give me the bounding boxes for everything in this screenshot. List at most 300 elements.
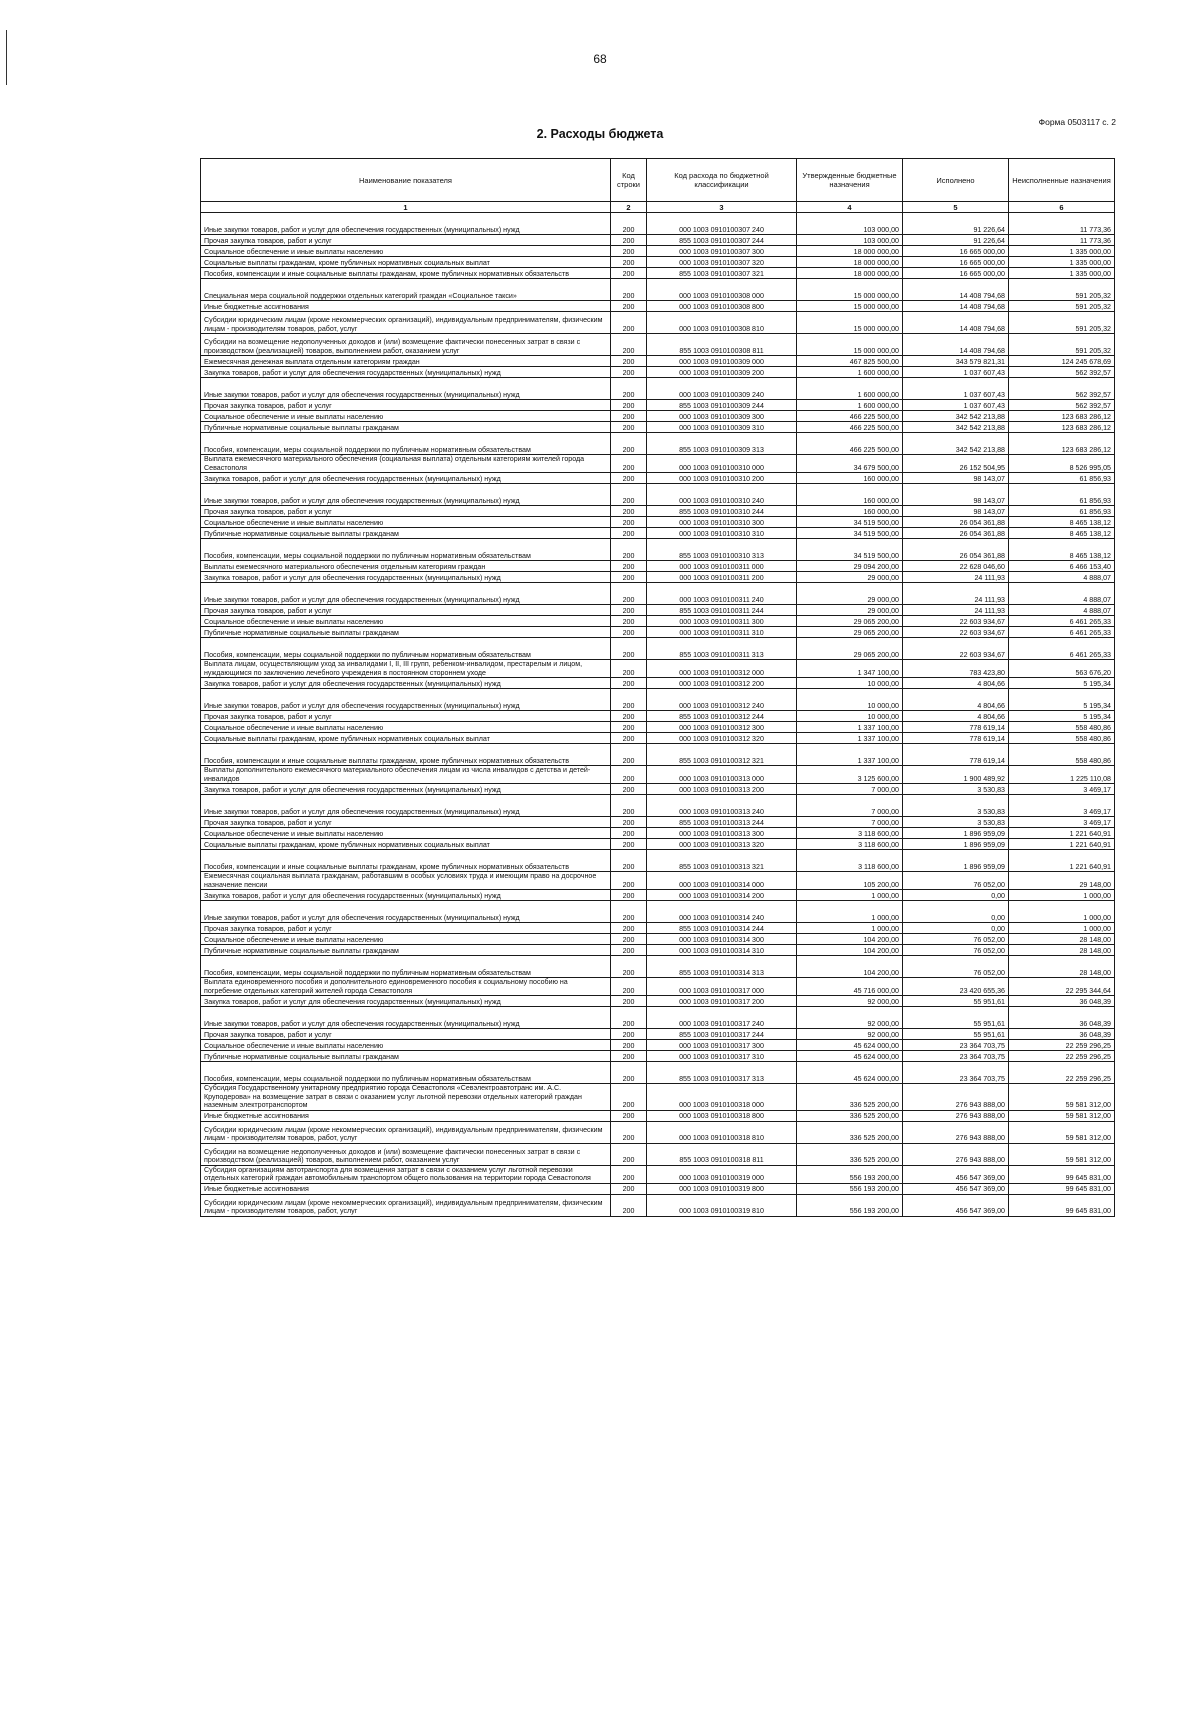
row-approved: 18 000 000,00 (797, 257, 903, 268)
row-line-code: 200 (611, 539, 647, 561)
row-line-code: 200 (611, 744, 647, 766)
row-line-code: 200 (611, 257, 647, 268)
table-row (201, 901, 1115, 923)
row-approved: 105 200,00 (797, 872, 903, 890)
row-executed: 456 547 369,00 (903, 1183, 1009, 1194)
table-row (201, 890, 1115, 901)
row-classification-code: 000 1003 0910100312 200 (647, 678, 797, 689)
row-classification-code: 000 1003 0910100312 300 (647, 722, 797, 733)
row-approved: 104 200,00 (797, 956, 903, 978)
row-name: Пособия, компенсации и иные социальные выплаты гражданам, кроме публичных нормативных обязательств (201, 850, 611, 872)
row-name: Прочая закупка товаров, работ и услуг (201, 817, 611, 828)
table-row (201, 257, 1115, 268)
row-remaining: 61 856,93 (1009, 473, 1115, 484)
row-classification-code: 000 1003 0910100313 240 (647, 795, 797, 817)
row-remaining: 4 888,07 (1009, 605, 1115, 616)
row-approved: 10 000,00 (797, 711, 903, 722)
row-classification-code: 000 1003 0910100314 000 (647, 872, 797, 890)
row-line-code: 200 (611, 433, 647, 455)
row-remaining: 6 461 265,33 (1009, 638, 1115, 660)
row-remaining: 28 148,00 (1009, 956, 1115, 978)
table-row (201, 744, 1115, 766)
row-remaining: 5 195,34 (1009, 711, 1115, 722)
table-row (201, 660, 1115, 678)
row-name: Иные закупки товаров, работ и услуг для обеспечения государственных (муниципальных) нужд (201, 1007, 611, 1029)
row-executed: 22 603 934,67 (903, 616, 1009, 627)
row-executed: 23 364 703,75 (903, 1062, 1009, 1084)
row-remaining: 558 480,86 (1009, 744, 1115, 766)
row-approved: 160 000,00 (797, 506, 903, 517)
row-executed: 778 619,14 (903, 733, 1009, 744)
row-approved: 18 000 000,00 (797, 268, 903, 279)
row-approved: 556 193 200,00 (797, 1194, 903, 1216)
row-remaining: 99 645 831,00 (1009, 1165, 1115, 1183)
row-line-code: 200 (611, 711, 647, 722)
header-remaining: Неисполненные назначения (1009, 159, 1115, 202)
table-row (201, 978, 1115, 996)
row-executed: 76 052,00 (903, 945, 1009, 956)
row-approved: 7 000,00 (797, 817, 903, 828)
row-approved: 29 065 200,00 (797, 638, 903, 660)
table-row (201, 934, 1115, 945)
row-name: Иные закупки товаров, работ и услуг для обеспечения государственных (муниципальных) нужд (201, 583, 611, 605)
row-executed: 14 408 794,68 (903, 334, 1009, 356)
row-name: Выплата единовременного пособия и дополнительного единовременного пособия к социальному пособию на погребение отдельных категорий жителей города Севастополя (201, 978, 611, 996)
row-approved: 15 000 000,00 (797, 312, 903, 334)
row-name: Субсидии юридическим лицам (кроме некоммерческих организаций), индивидуальным предпринимателям, физическим лицам - производителям товаров, работ, услуг (201, 312, 611, 334)
row-classification-code: 000 1003 0910100318 800 (647, 1110, 797, 1121)
row-classification-code: 855 1003 0910100309 244 (647, 400, 797, 411)
row-classification-code: 855 1003 0910100314 244 (647, 923, 797, 934)
row-remaining: 1 335 000,00 (1009, 246, 1115, 257)
row-executed: 1 896 959,09 (903, 839, 1009, 850)
row-classification-code: 000 1003 0910100318 000 (647, 1084, 797, 1111)
row-executed: 76 052,00 (903, 872, 1009, 890)
row-line-code: 200 (611, 422, 647, 433)
table-row (201, 1084, 1115, 1111)
row-executed: 14 408 794,68 (903, 301, 1009, 312)
table-row (201, 517, 1115, 528)
row-line-code: 200 (611, 1110, 647, 1121)
row-line-code: 200 (611, 378, 647, 400)
row-executed: 1 037 607,43 (903, 378, 1009, 400)
row-name: Прочая закупка товаров, работ и услуг (201, 1029, 611, 1040)
table-row (201, 473, 1115, 484)
row-name: Социальное обеспечение и иные выплаты населению (201, 411, 611, 422)
row-remaining: 22 259 296,25 (1009, 1040, 1115, 1051)
row-remaining: 123 683 286,12 (1009, 433, 1115, 455)
row-name: Выплаты ежемесячного материального обеспечения отдельным категориям граждан (201, 561, 611, 572)
row-classification-code: 000 1003 0910100309 200 (647, 367, 797, 378)
row-name: Иные бюджетные ассигнования (201, 301, 611, 312)
table-row (201, 923, 1115, 934)
row-line-code: 200 (611, 850, 647, 872)
row-executed: 16 665 000,00 (903, 257, 1009, 268)
row-classification-code: 000 1003 0910100317 310 (647, 1051, 797, 1062)
row-approved: 34 519 500,00 (797, 517, 903, 528)
row-classification-code: 855 1003 0910100309 313 (647, 433, 797, 455)
row-line-code: 200 (611, 1029, 647, 1040)
row-classification-code: 000 1003 0910100314 310 (647, 945, 797, 956)
row-name: Субсидии на возмещение недополученных доходов и (или) возмещение фактически понесенных затрат в связи с производством (реализацией) товаров, выполнением работ, оказанием услуг (201, 1143, 611, 1165)
row-remaining: 591 205,32 (1009, 312, 1115, 334)
row-approved: 10 000,00 (797, 678, 903, 689)
row-classification-code: 855 1003 0910100308 811 (647, 334, 797, 356)
row-approved: 92 000,00 (797, 996, 903, 1007)
row-remaining: 591 205,32 (1009, 279, 1115, 301)
column-number: 4 (797, 202, 903, 213)
row-remaining: 59 581 312,00 (1009, 1084, 1115, 1111)
table-row (201, 528, 1115, 539)
column-number: 3 (647, 202, 797, 213)
row-line-code: 200 (611, 367, 647, 378)
row-remaining: 22 295 344,64 (1009, 978, 1115, 996)
row-approved: 556 193 200,00 (797, 1165, 903, 1183)
row-executed: 1 037 607,43 (903, 367, 1009, 378)
row-remaining: 29 148,00 (1009, 872, 1115, 890)
row-name: Прочая закупка товаров, работ и услуг (201, 711, 611, 722)
row-executed: 778 619,14 (903, 744, 1009, 766)
row-executed: 0,00 (903, 923, 1009, 934)
row-remaining: 22 259 296,25 (1009, 1051, 1115, 1062)
row-approved: 45 716 000,00 (797, 978, 903, 996)
row-remaining: 1 000,00 (1009, 901, 1115, 923)
row-remaining: 1 335 000,00 (1009, 268, 1115, 279)
row-executed: 23 420 655,36 (903, 978, 1009, 996)
row-line-code: 200 (611, 978, 647, 996)
row-remaining: 8 526 995,05 (1009, 455, 1115, 473)
row-classification-code: 855 1003 0910100312 244 (647, 711, 797, 722)
row-approved: 336 525 200,00 (797, 1110, 903, 1121)
table-row (201, 268, 1115, 279)
row-line-code: 200 (611, 722, 647, 733)
table-row (201, 367, 1115, 378)
row-remaining: 1 335 000,00 (1009, 257, 1115, 268)
table-row (201, 616, 1115, 627)
row-executed: 22 603 934,67 (903, 627, 1009, 638)
row-executed: 342 542 213,88 (903, 411, 1009, 422)
row-name: Иные закупки товаров, работ и услуг для обеспечения государственных (муниципальных) нужд (201, 213, 611, 235)
table-row (201, 627, 1115, 638)
row-executed: 276 943 888,00 (903, 1084, 1009, 1111)
row-remaining: 28 148,00 (1009, 934, 1115, 945)
row-approved: 15 000 000,00 (797, 279, 903, 301)
row-executed: 3 530,83 (903, 817, 1009, 828)
row-executed: 23 364 703,75 (903, 1051, 1009, 1062)
row-executed: 456 547 369,00 (903, 1194, 1009, 1216)
row-approved: 92 000,00 (797, 1029, 903, 1040)
row-line-code: 200 (611, 583, 647, 605)
row-remaining: 6 461 265,33 (1009, 627, 1115, 638)
row-classification-code: 855 1003 0910100310 244 (647, 506, 797, 517)
row-classification-code: 000 1003 0910100311 310 (647, 627, 797, 638)
column-number: 6 (1009, 202, 1115, 213)
row-remaining: 99 645 831,00 (1009, 1183, 1115, 1194)
table-row (201, 945, 1115, 956)
row-line-code: 200 (611, 956, 647, 978)
row-remaining: 59 581 312,00 (1009, 1121, 1115, 1143)
table-row (201, 1121, 1115, 1143)
row-executed: 1 896 959,09 (903, 850, 1009, 872)
row-classification-code: 000 1003 0910100311 200 (647, 572, 797, 583)
row-remaining: 6 461 265,33 (1009, 616, 1115, 627)
row-remaining: 61 856,93 (1009, 506, 1115, 517)
row-approved: 160 000,00 (797, 473, 903, 484)
table-row (201, 722, 1115, 733)
row-line-code: 200 (611, 766, 647, 784)
row-classification-code: 000 1003 0910100310 240 (647, 484, 797, 506)
table-row (201, 334, 1115, 356)
row-executed: 55 951,61 (903, 996, 1009, 1007)
row-line-code: 200 (611, 528, 647, 539)
row-remaining: 123 683 286,12 (1009, 411, 1115, 422)
row-line-code: 200 (611, 1143, 647, 1165)
row-classification-code: 000 1003 0910100317 300 (647, 1040, 797, 1051)
row-classification-code: 000 1003 0910100319 800 (647, 1183, 797, 1194)
row-classification-code: 000 1003 0910100312 000 (647, 660, 797, 678)
table-row (201, 678, 1115, 689)
row-classification-code: 000 1003 0910100313 000 (647, 766, 797, 784)
row-name: Пособия, компенсации и иные социальные выплаты гражданам, кроме публичных нормативных обязательств (201, 268, 611, 279)
row-line-code: 200 (611, 1183, 647, 1194)
row-executed: 343 579 821,31 (903, 356, 1009, 367)
row-name: Иные закупки товаров, работ и услуг для обеспечения государственных (муниципальных) нужд (201, 901, 611, 923)
row-line-code: 200 (611, 733, 647, 744)
row-approved: 466 225 500,00 (797, 433, 903, 455)
row-classification-code: 000 1003 0910100310 310 (647, 528, 797, 539)
row-name: Ежемесячная денежная выплата отдельным категориям граждан (201, 356, 611, 367)
table-row (201, 246, 1115, 257)
row-executed: 26 054 361,88 (903, 517, 1009, 528)
row-remaining: 1 221 640,91 (1009, 828, 1115, 839)
row-line-code: 200 (611, 473, 647, 484)
table-row (201, 506, 1115, 517)
row-name: Публичные нормативные социальные выплаты гражданам (201, 528, 611, 539)
row-name: Прочая закупка товаров, работ и услуг (201, 235, 611, 246)
row-line-code: 200 (611, 517, 647, 528)
row-line-code: 200 (611, 312, 647, 334)
row-classification-code: 000 1003 0910100308 000 (647, 279, 797, 301)
row-classification-code: 000 1003 0910100309 240 (647, 378, 797, 400)
row-approved: 160 000,00 (797, 484, 903, 506)
row-classification-code: 000 1003 0910100311 240 (647, 583, 797, 605)
row-approved: 336 525 200,00 (797, 1121, 903, 1143)
row-approved: 45 624 000,00 (797, 1051, 903, 1062)
table-row (201, 400, 1115, 411)
row-remaining: 3 469,17 (1009, 795, 1115, 817)
table-row (201, 1194, 1115, 1216)
row-classification-code: 000 1003 0910100317 200 (647, 996, 797, 1007)
row-line-code: 200 (611, 1165, 647, 1183)
row-line-code: 200 (611, 1051, 647, 1062)
row-line-code: 200 (611, 934, 647, 945)
row-line-code: 200 (611, 828, 647, 839)
row-approved: 29 065 200,00 (797, 627, 903, 638)
row-executed: 22 603 934,67 (903, 638, 1009, 660)
row-name: Пособия, компенсации, меры социальной поддержки по публичным нормативным обязательствам (201, 956, 611, 978)
row-line-code: 200 (611, 678, 647, 689)
row-line-code: 200 (611, 301, 647, 312)
header-line-code: Код строки (611, 159, 647, 202)
row-name: Социальное обеспечение и иные выплаты населению (201, 616, 611, 627)
table-row (201, 711, 1115, 722)
row-remaining: 36 048,39 (1009, 996, 1115, 1007)
row-line-code: 200 (611, 1084, 647, 1111)
row-name: Социальное обеспечение и иные выплаты населению (201, 828, 611, 839)
row-classification-code: 000 1003 0910100313 200 (647, 784, 797, 795)
row-line-code: 200 (611, 627, 647, 638)
row-approved: 3 118 600,00 (797, 850, 903, 872)
row-approved: 1 337 100,00 (797, 733, 903, 744)
row-remaining: 1 000,00 (1009, 923, 1115, 934)
row-line-code: 200 (611, 561, 647, 572)
row-name: Социальные выплаты гражданам, кроме публичных нормативных социальных выплат (201, 839, 611, 850)
row-executed: 3 530,83 (903, 795, 1009, 817)
row-approved: 1 000,00 (797, 901, 903, 923)
table-row (201, 378, 1115, 400)
row-name: Закупка товаров, работ и услуг для обеспечения государственных (муниципальных) нужд (201, 572, 611, 583)
row-executed: 76 052,00 (903, 956, 1009, 978)
row-line-code: 200 (611, 923, 647, 934)
row-executed: 276 943 888,00 (903, 1143, 1009, 1165)
table-row (201, 689, 1115, 711)
row-classification-code: 000 1003 0910100317 240 (647, 1007, 797, 1029)
row-approved: 7 000,00 (797, 784, 903, 795)
row-approved: 29 000,00 (797, 572, 903, 583)
row-approved: 45 624 000,00 (797, 1062, 903, 1084)
row-line-code: 200 (611, 356, 647, 367)
table-row (201, 312, 1115, 334)
row-classification-code: 000 1003 0910100311 300 (647, 616, 797, 627)
row-classification-code: 000 1003 0910100319 000 (647, 1165, 797, 1183)
row-approved: 29 000,00 (797, 605, 903, 616)
row-approved: 15 000 000,00 (797, 334, 903, 356)
row-executed: 22 628 046,60 (903, 561, 1009, 572)
header-classification-code: Код расхода по бюджетной классификации (647, 159, 797, 202)
row-name: Социальное обеспечение и иные выплаты населению (201, 246, 611, 257)
row-classification-code: 000 1003 0910100310 000 (647, 455, 797, 473)
row-name: Прочая закупка товаров, работ и услуг (201, 605, 611, 616)
row-executed: 783 423,80 (903, 660, 1009, 678)
row-classification-code: 000 1003 0910100307 300 (647, 246, 797, 257)
header-executed: Исполнено (903, 159, 1009, 202)
row-remaining: 36 048,39 (1009, 1029, 1115, 1040)
row-approved: 3 118 600,00 (797, 839, 903, 850)
row-classification-code: 000 1003 0910100312 320 (647, 733, 797, 744)
row-line-code: 200 (611, 235, 647, 246)
table-row (201, 872, 1115, 890)
row-line-code: 200 (611, 246, 647, 257)
row-remaining: 558 480,86 (1009, 733, 1115, 744)
table-row (201, 1051, 1115, 1062)
row-approved: 1 347 100,00 (797, 660, 903, 678)
row-line-code: 200 (611, 1040, 647, 1051)
row-classification-code: 855 1003 0910100313 244 (647, 817, 797, 828)
table-row (201, 561, 1115, 572)
table-row (201, 817, 1115, 828)
row-classification-code: 000 1003 0910100313 300 (647, 828, 797, 839)
row-remaining: 1 225 110,08 (1009, 766, 1115, 784)
row-remaining: 6 466 153,40 (1009, 561, 1115, 572)
row-approved: 92 000,00 (797, 1007, 903, 1029)
row-name: Субсидии юридическим лицам (кроме некоммерческих организаций), индивидуальным предпринимателям, физическим лицам - производителям товаров, работ, услуг (201, 1194, 611, 1216)
row-line-code: 200 (611, 1121, 647, 1143)
table-row (201, 583, 1115, 605)
row-line-code: 200 (611, 279, 647, 301)
row-executed: 24 111,93 (903, 572, 1009, 583)
row-remaining: 562 392,57 (1009, 400, 1115, 411)
row-classification-code: 000 1003 0910100310 300 (647, 517, 797, 528)
row-line-code: 200 (611, 689, 647, 711)
row-name: Закупка товаров, работ и услуг для обеспечения государственных (муниципальных) нужд (201, 678, 611, 689)
row-approved: 3 118 600,00 (797, 828, 903, 839)
table-header-row (201, 159, 1115, 202)
row-executed: 276 943 888,00 (903, 1121, 1009, 1143)
table-row (201, 828, 1115, 839)
row-approved: 467 825 500,00 (797, 356, 903, 367)
row-line-code: 200 (611, 1062, 647, 1084)
table-row (201, 1143, 1115, 1165)
row-executed: 4 804,66 (903, 689, 1009, 711)
row-remaining: 3 469,17 (1009, 784, 1115, 795)
row-classification-code: 000 1003 0910100313 320 (647, 839, 797, 850)
row-executed: 98 143,07 (903, 473, 1009, 484)
row-remaining: 1 221 640,91 (1009, 839, 1115, 850)
row-line-code: 200 (611, 996, 647, 1007)
table-row (201, 850, 1115, 872)
row-approved: 466 225 500,00 (797, 422, 903, 433)
row-classification-code: 855 1003 0910100307 321 (647, 268, 797, 279)
table-row (201, 638, 1115, 660)
row-name: Иные закупки товаров, работ и услуг для обеспечения государственных (муниципальных) нужд (201, 378, 611, 400)
row-remaining: 5 195,34 (1009, 689, 1115, 711)
row-line-code: 200 (611, 484, 647, 506)
table-row (201, 1062, 1115, 1084)
row-approved: 29 094 200,00 (797, 561, 903, 572)
row-classification-code: 000 1003 0910100309 000 (647, 356, 797, 367)
column-number: 1 (201, 202, 611, 213)
row-line-code: 200 (611, 945, 647, 956)
row-name: Социальное обеспечение и иные выплаты населению (201, 517, 611, 528)
row-executed: 456 547 369,00 (903, 1165, 1009, 1183)
row-line-code: 200 (611, 872, 647, 890)
table-row (201, 996, 1115, 1007)
table-row (201, 433, 1115, 455)
column-number: 5 (903, 202, 1009, 213)
row-name: Пособия, компенсации и иные социальные выплаты гражданам, кроме публичных нормативных обязательств (201, 744, 611, 766)
row-approved: 1 337 100,00 (797, 722, 903, 733)
row-name: Пособия, компенсации, меры социальной поддержки по публичным нормативным обязательствам (201, 539, 611, 561)
row-classification-code: 855 1003 0910100311 244 (647, 605, 797, 616)
table-row (201, 1040, 1115, 1051)
table-row (201, 1110, 1115, 1121)
row-remaining: 4 888,07 (1009, 583, 1115, 605)
row-line-code: 200 (611, 400, 647, 411)
row-remaining: 1 221 640,91 (1009, 850, 1115, 872)
table-row (201, 484, 1115, 506)
row-line-code: 200 (611, 1194, 647, 1216)
row-classification-code: 855 1003 0910100317 244 (647, 1029, 797, 1040)
row-executed: 23 364 703,75 (903, 1040, 1009, 1051)
form-reference: Форма 0503117 с. 2 (1038, 117, 1116, 127)
row-name: Выплата лицам, осуществляющим уход за инвалидами I, II, III групп, ребенком-инвалидом, престарелым и лицом, нуждающимся по заключению лечебного учреждения в постоянном стороннем уходе (201, 660, 611, 678)
row-executed: 76 052,00 (903, 934, 1009, 945)
row-name: Субсидия организациям автотранспорта для возмещения затрат в связи с оказанием услуг льготной перевозки отдельных категорий граждан автомобильным транспортом общего пользования на территории города Севастополя (201, 1165, 611, 1183)
row-approved: 556 193 200,00 (797, 1183, 903, 1194)
table-row (201, 455, 1115, 473)
table-row (201, 411, 1115, 422)
row-executed: 276 943 888,00 (903, 1110, 1009, 1121)
